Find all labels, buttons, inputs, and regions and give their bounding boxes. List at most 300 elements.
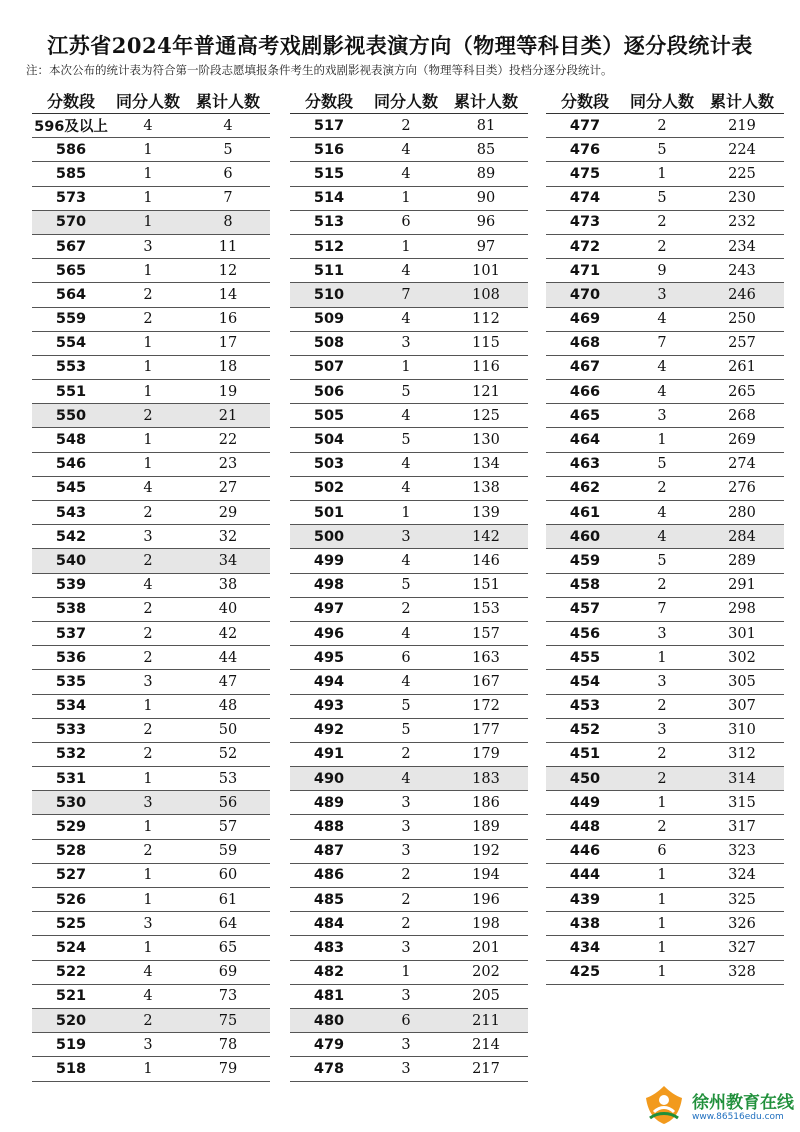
score-cell: 502: [313, 480, 345, 497]
score-cell: 596及以上: [34, 119, 108, 136]
score-cell: 481: [313, 988, 345, 1005]
table-row: [290, 428, 528, 452]
score-cell: 465: [569, 407, 601, 424]
table-row: [32, 259, 270, 283]
table-row: [546, 235, 784, 259]
same-count-cell: 5: [657, 552, 667, 569]
score-cell: 477: [569, 117, 601, 134]
same-count-cell: 5: [401, 698, 411, 715]
score-cell: 500: [313, 528, 345, 545]
score-cell: 521: [55, 988, 87, 1005]
table-row: [32, 961, 270, 985]
score-cell: 476: [569, 141, 601, 158]
table-row: [290, 187, 528, 211]
same-count-cell: 2: [143, 1012, 153, 1029]
table-row: [290, 162, 528, 186]
cumulative-cell: 90: [476, 190, 496, 207]
same-count-cell: 6: [401, 649, 411, 666]
same-count-cell: 1: [143, 939, 153, 956]
same-count-cell: 1: [143, 383, 153, 400]
table-column-2: [290, 88, 528, 1082]
table-row: [32, 380, 270, 404]
score-cell: 550: [55, 407, 87, 424]
cumulative-cell: 217: [472, 1060, 500, 1077]
same-count-cell: 4: [657, 383, 667, 400]
score-cell: 458: [569, 577, 601, 594]
score-cell: 462: [569, 480, 601, 497]
score-cell: 527: [55, 867, 87, 884]
same-count-cell: 4: [143, 964, 153, 981]
table-row: [290, 549, 528, 573]
same-count-cell: 2: [401, 915, 411, 932]
same-count-cell: 1: [401, 504, 411, 521]
cumulative-cell: 172: [472, 698, 500, 715]
score-cell: 551: [55, 383, 87, 400]
cumulative-cell: 116: [472, 359, 500, 376]
score-cell: 525: [55, 915, 87, 932]
same-count-cell: 3: [401, 528, 411, 545]
same-count-cell: 4: [401, 456, 411, 473]
same-count-cell: 2: [657, 577, 667, 594]
cumulative-cell: 315: [728, 794, 756, 811]
cumulative-cell: 219: [728, 117, 756, 134]
table-row: [546, 912, 784, 936]
same-count-cell: 1: [143, 770, 153, 787]
score-cell: 483: [313, 939, 345, 956]
cumulative-cell: 198: [472, 915, 500, 932]
score-cell: 459: [569, 552, 601, 569]
cumulative-cell: 125: [472, 407, 500, 424]
same-count-cell: 1: [143, 359, 153, 376]
cumulative-cell: 19: [218, 383, 238, 400]
score-cell: 489: [313, 794, 345, 811]
table-row: [32, 985, 270, 1009]
score-cell: 485: [313, 891, 345, 908]
cumulative-cell: 79: [218, 1060, 238, 1077]
table-row: [290, 719, 528, 743]
table-row: [32, 695, 270, 719]
same-count-cell: 4: [401, 770, 411, 787]
cumulative-cell: 323: [728, 843, 756, 860]
cumulative-cell: 276: [728, 480, 756, 497]
score-cell: 506: [313, 383, 345, 400]
score-cell: 586: [55, 141, 87, 158]
cumulative-cell: 314: [728, 770, 756, 787]
same-count-cell: 2: [657, 214, 667, 231]
cumulative-cell: 274: [728, 456, 756, 473]
same-count-cell: 5: [401, 432, 411, 449]
same-count-cell: 1: [657, 915, 667, 932]
cumulative-cell: 324: [728, 867, 756, 884]
cumulative-cell: 232: [728, 214, 756, 231]
score-cell: 471: [569, 262, 601, 279]
cumulative-cell: 194: [472, 867, 500, 884]
cumulative-cell: 326: [728, 915, 756, 932]
cumulative-cell: 134: [472, 456, 500, 473]
cumulative-cell: 27: [218, 480, 238, 497]
same-count-cell: 4: [401, 311, 411, 328]
table-row: [32, 356, 270, 380]
score-cell: 475: [569, 165, 601, 182]
same-count-cell: 7: [657, 601, 667, 618]
table-row: [32, 1057, 270, 1081]
same-count-cell: 2: [143, 286, 153, 303]
table-row: [290, 840, 528, 864]
score-cell: 488: [313, 819, 345, 836]
cumulative-cell: 250: [728, 311, 756, 328]
score-cell: 434: [569, 939, 601, 956]
same-count-cell: 2: [401, 117, 411, 134]
cumulative-cell: 179: [472, 746, 500, 763]
cumulative-cell: 265: [728, 383, 756, 400]
same-count-cell: 7: [401, 286, 411, 303]
cumulative-cell: 64: [218, 915, 238, 932]
score-cell: 537: [55, 625, 87, 642]
same-count-cell: 3: [401, 939, 411, 956]
cumulative-cell: 16: [218, 311, 238, 328]
score-cell: 546: [55, 456, 87, 473]
cumulative-cell: 301: [728, 625, 756, 642]
same-count-cell: 2: [143, 746, 153, 763]
cumulative-cell: 48: [218, 698, 238, 715]
table-row: [290, 936, 528, 960]
table-row: [546, 840, 784, 864]
score-cell: 570: [55, 214, 87, 231]
header-score: 分数段: [560, 92, 609, 111]
cumulative-cell: 60: [218, 867, 238, 884]
table-row: [290, 380, 528, 404]
score-cell: 520: [55, 1012, 87, 1029]
table-row: [546, 743, 784, 767]
site-logo: [640, 1082, 800, 1131]
same-count-cell: 3: [143, 673, 153, 690]
cumulative-cell: 261: [728, 359, 756, 376]
score-cell: 535: [55, 673, 87, 690]
cumulative-cell: 230: [728, 190, 756, 207]
score-cell: 505: [313, 407, 345, 424]
same-count-cell: 1: [401, 238, 411, 255]
table-row: [32, 477, 270, 501]
score-cell: 559: [55, 311, 87, 328]
table-row: [546, 670, 784, 694]
cumulative-cell: 52: [218, 746, 238, 763]
cumulative-cell: 56: [218, 794, 238, 811]
table-row: [546, 574, 784, 598]
table-row: [32, 404, 270, 428]
cumulative-cell: 7: [223, 190, 233, 207]
cumulative-cell: 89: [476, 165, 496, 182]
cumulative-cell: 186: [472, 794, 500, 811]
cumulative-cell: 192: [472, 843, 500, 860]
score-cell: 509: [313, 311, 345, 328]
table-row: [32, 211, 270, 235]
cumulative-cell: 138: [472, 480, 500, 497]
score-cell: 453: [569, 698, 601, 715]
same-count-cell: 3: [401, 1036, 411, 1053]
score-cell: 513: [313, 214, 345, 231]
cumulative-cell: 205: [472, 988, 500, 1005]
cumulative-cell: 289: [728, 552, 756, 569]
cumulative-cell: 44: [218, 649, 238, 666]
same-count-cell: 1: [143, 335, 153, 352]
same-count-cell: 1: [143, 190, 153, 207]
cumulative-cell: 18: [218, 359, 238, 376]
table-row: [546, 380, 784, 404]
table-row: [290, 695, 528, 719]
table-row: [546, 622, 784, 646]
table-row: [32, 525, 270, 549]
same-count-cell: 1: [657, 964, 667, 981]
same-count-cell: 4: [143, 480, 153, 497]
table-row: [32, 743, 270, 767]
cumulative-cell: 42: [218, 625, 238, 642]
table-row: [290, 985, 528, 1009]
same-count-cell: 4: [401, 480, 411, 497]
cumulative-cell: 81: [476, 117, 496, 134]
same-count-cell: 7: [657, 335, 667, 352]
same-count-cell: 4: [143, 577, 153, 594]
score-cell: 438: [569, 915, 601, 932]
table-row: [290, 138, 528, 162]
cumulative-cell: 257: [728, 335, 756, 352]
table-row: [546, 549, 784, 573]
same-count-cell: 2: [657, 238, 667, 255]
cumulative-cell: 53: [218, 770, 238, 787]
score-cell: 585: [55, 165, 87, 182]
table-row: [32, 114, 270, 138]
table-row: [32, 864, 270, 888]
score-cell: 533: [55, 722, 87, 739]
score-cell: 543: [55, 504, 87, 521]
table-row: [32, 912, 270, 936]
same-count-cell: 3: [657, 286, 667, 303]
table-row: [32, 453, 270, 477]
table-row: [290, 525, 528, 549]
table-header: [546, 88, 784, 114]
same-count-cell: 3: [657, 407, 667, 424]
cumulative-cell: 8: [223, 214, 233, 231]
table-row: [32, 767, 270, 791]
score-cell: 529: [55, 819, 87, 836]
table-row: [546, 162, 784, 186]
score-cell: 490: [313, 770, 345, 787]
cumulative-cell: 146: [472, 552, 500, 569]
table-row: [546, 501, 784, 525]
score-cell: 536: [55, 649, 87, 666]
same-count-cell: 2: [657, 117, 667, 134]
cumulative-cell: 224: [728, 141, 756, 158]
same-count-cell: 2: [143, 601, 153, 618]
table-row: [546, 259, 784, 283]
table-row: [290, 283, 528, 307]
table-row: [290, 453, 528, 477]
table-row: [290, 356, 528, 380]
same-count-cell: 5: [657, 141, 667, 158]
score-cell: 526: [55, 891, 87, 908]
cumulative-cell: 163: [472, 649, 500, 666]
table-row: [32, 308, 270, 332]
page-title: 江苏省2024年普通高考戏剧影视表演方向（物理等科目类）逐分段统计表: [47, 33, 753, 58]
same-count-cell: 4: [401, 165, 411, 182]
score-cell: 516: [313, 141, 345, 158]
score-cell: 515: [313, 165, 345, 182]
table-row: [290, 670, 528, 694]
cumulative-cell: 38: [218, 577, 238, 594]
score-cell: 472: [569, 238, 601, 255]
header-score: 分数段: [46, 92, 95, 111]
score-cell: 518: [55, 1060, 87, 1077]
cumulative-cell: 121: [472, 383, 500, 400]
same-count-cell: 4: [143, 988, 153, 1005]
score-cell: 493: [313, 698, 345, 715]
cumulative-cell: 234: [728, 238, 756, 255]
score-cell: 553: [55, 359, 87, 376]
same-count-cell: 2: [143, 625, 153, 642]
cumulative-cell: 196: [472, 891, 500, 908]
score-cell: 451: [569, 746, 601, 763]
cumulative-cell: 268: [728, 407, 756, 424]
score-cell: 457: [569, 601, 601, 618]
table-row: [546, 598, 784, 622]
same-count-cell: 5: [401, 722, 411, 739]
cumulative-cell: 211: [472, 1012, 500, 1029]
table-row: [546, 138, 784, 162]
same-count-cell: 1: [143, 165, 153, 182]
same-count-cell: 6: [657, 843, 667, 860]
score-cell: 519: [55, 1036, 87, 1053]
cumulative-cell: 139: [472, 504, 500, 521]
same-count-cell: 5: [401, 383, 411, 400]
score-cell: 542: [55, 528, 87, 545]
table-row: [546, 404, 784, 428]
score-cell: 565: [55, 262, 87, 279]
table-row: [32, 501, 270, 525]
same-count-cell: 2: [657, 770, 667, 787]
cumulative-cell: 305: [728, 673, 756, 690]
table-header: [290, 88, 528, 114]
table-row: [290, 501, 528, 525]
table-row: [290, 767, 528, 791]
table-row: [546, 114, 784, 138]
score-cell: 499: [313, 552, 345, 569]
same-count-cell: 4: [143, 117, 153, 134]
score-cell: 454: [569, 673, 601, 690]
cumulative-cell: 269: [728, 432, 756, 449]
table-row: [32, 815, 270, 839]
same-count-cell: 5: [401, 577, 411, 594]
table-row: [32, 162, 270, 186]
same-count-cell: 3: [401, 988, 411, 1005]
score-cell: 564: [55, 286, 87, 303]
header-same-count: 同分人数: [115, 92, 180, 111]
score-cell: 478: [313, 1060, 345, 1077]
same-count-cell: 1: [657, 649, 667, 666]
cumulative-cell: 243: [728, 262, 756, 279]
same-count-cell: 2: [143, 504, 153, 521]
table-note: 注：本次公布的统计表为符合第一阶段志愿填报条件考生的戏剧影视表演方向（物理等科目类）投档分逐分段统计。: [26, 63, 613, 77]
header-cumulative: 累计人数: [453, 92, 518, 111]
table-row: [290, 815, 528, 839]
table-row: [290, 477, 528, 501]
score-cell: 573: [55, 190, 87, 207]
cumulative-cell: 142: [472, 528, 500, 545]
table-row: [32, 332, 270, 356]
same-count-cell: 1: [657, 165, 667, 182]
score-cell: 450: [569, 770, 601, 787]
table-row: [32, 1033, 270, 1057]
table-row: [32, 138, 270, 162]
score-cell: 554: [55, 335, 87, 352]
score-cell: 531: [55, 770, 87, 787]
table-row: [290, 1009, 528, 1033]
cumulative-cell: 298: [728, 601, 756, 618]
same-count-cell: 1: [401, 964, 411, 981]
table-row: [290, 791, 528, 815]
same-count-cell: 1: [143, 432, 153, 449]
cumulative-cell: 177: [472, 722, 500, 739]
score-cell: 540: [55, 552, 87, 569]
table-row: [290, 332, 528, 356]
table-row: [32, 549, 270, 573]
table-column-1: [32, 88, 270, 1082]
table-row: [546, 767, 784, 791]
table-row: [290, 961, 528, 985]
cumulative-cell: 12: [218, 262, 238, 279]
score-cell: 452: [569, 722, 601, 739]
cumulative-cell: 317: [728, 819, 756, 836]
score-cell: 496: [313, 625, 345, 642]
score-cell: 474: [569, 190, 601, 207]
table-row: [32, 791, 270, 815]
same-count-cell: 4: [657, 359, 667, 376]
table-row: [546, 187, 784, 211]
table-row: [546, 961, 784, 985]
score-cell: 511: [313, 262, 345, 279]
cumulative-cell: 29: [218, 504, 238, 521]
table-row: [32, 1009, 270, 1033]
same-count-cell: 3: [657, 722, 667, 739]
table-row: [546, 308, 784, 332]
same-count-cell: 3: [143, 528, 153, 545]
same-count-cell: 2: [657, 819, 667, 836]
same-count-cell: 2: [143, 649, 153, 666]
cumulative-cell: 167: [472, 673, 500, 690]
table-row: [32, 428, 270, 452]
cumulative-cell: 328: [728, 964, 756, 981]
logo-emblem-icon: [640, 1082, 688, 1128]
score-cell: 487: [313, 843, 345, 860]
table-row: [290, 743, 528, 767]
table-row: [32, 719, 270, 743]
same-count-cell: 3: [401, 843, 411, 860]
cumulative-cell: 34: [218, 552, 238, 569]
same-count-cell: 2: [401, 746, 411, 763]
same-count-cell: 1: [657, 891, 667, 908]
table-row: [546, 356, 784, 380]
header-score: 分数段: [304, 92, 353, 111]
table-row: [290, 1057, 528, 1081]
cumulative-cell: 69: [218, 964, 238, 981]
score-cell: 501: [313, 504, 345, 521]
score-cell: 522: [55, 964, 87, 981]
cumulative-cell: 189: [472, 819, 500, 836]
score-cell: 464: [569, 432, 601, 449]
score-cell: 479: [313, 1036, 345, 1053]
table-row: [290, 259, 528, 283]
cumulative-cell: 157: [472, 625, 500, 642]
score-cell: 504: [313, 432, 345, 449]
cumulative-cell: 4: [223, 117, 233, 134]
